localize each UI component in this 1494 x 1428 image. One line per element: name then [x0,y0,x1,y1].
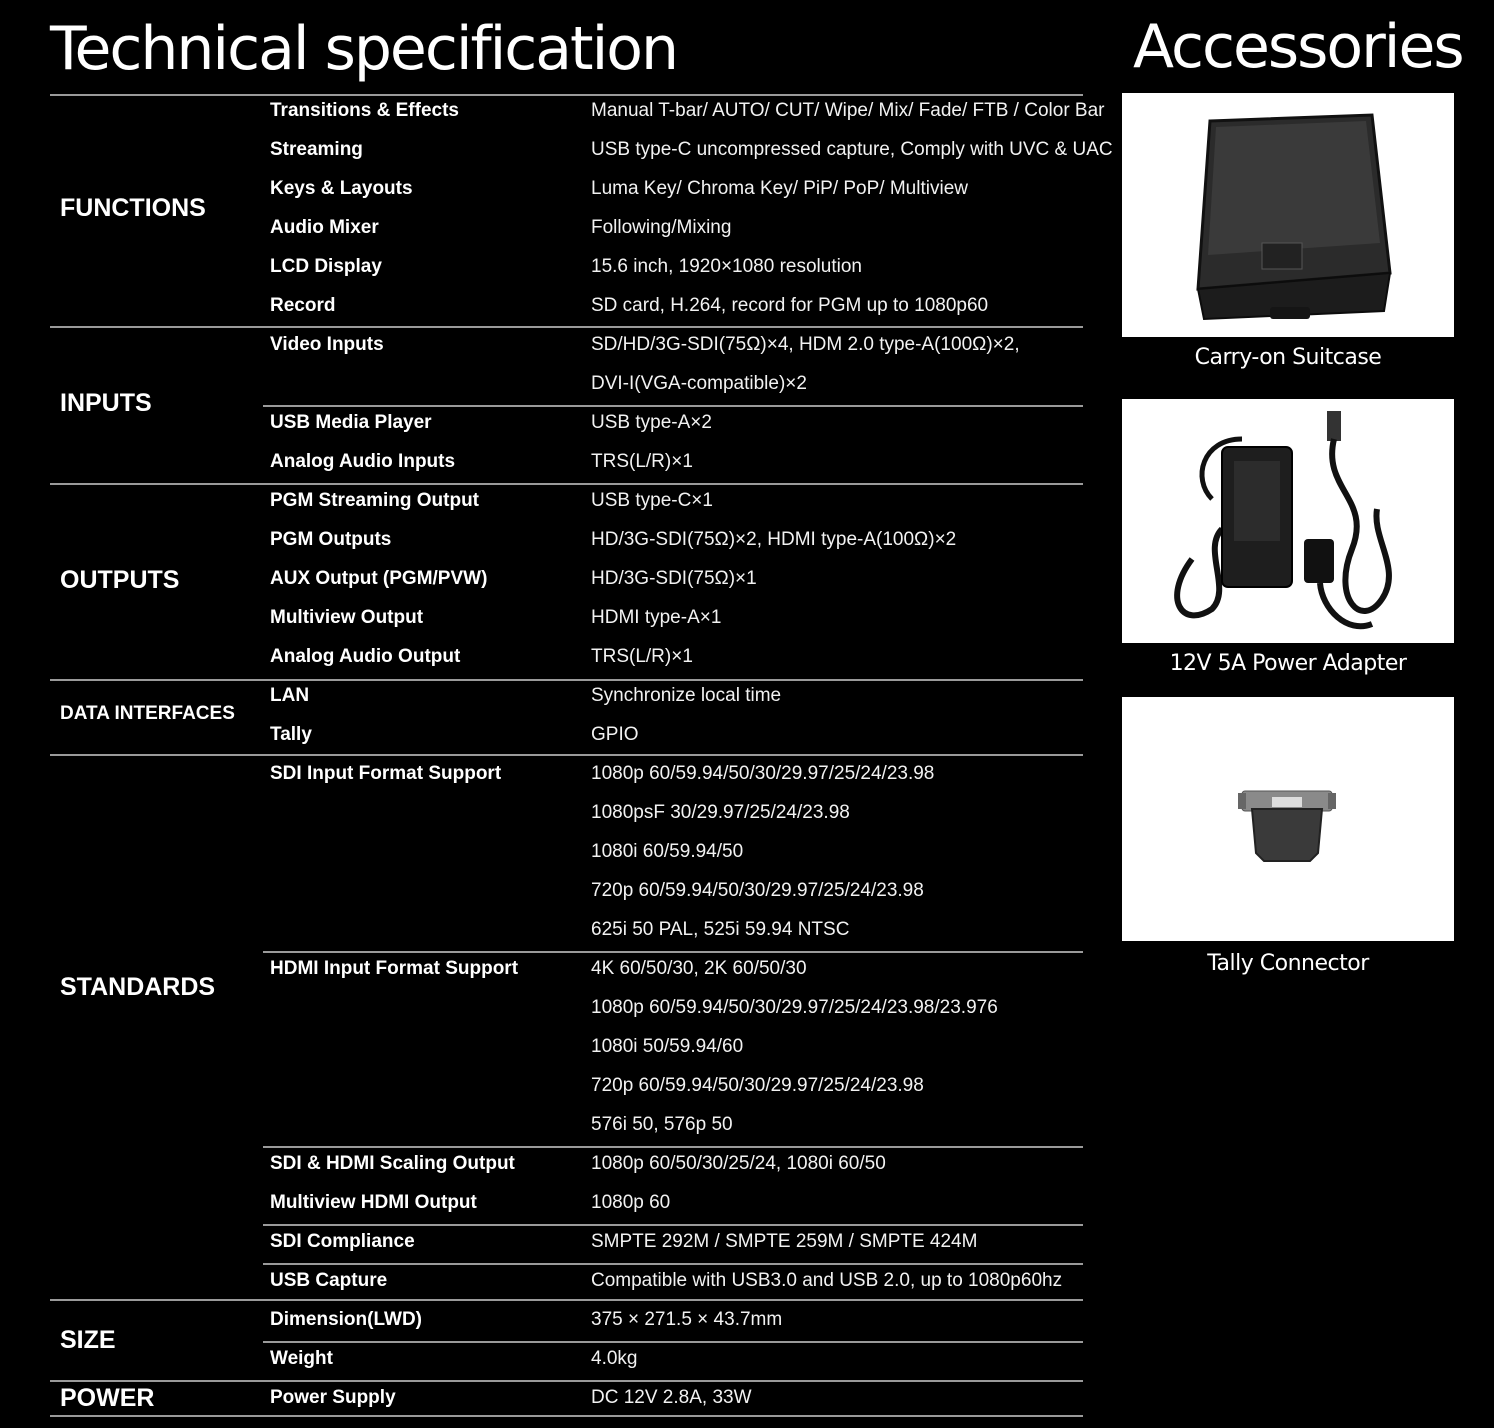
spec-label: Dimension(LWD) [270,1309,422,1330]
spec-label: Audio Mixer [270,217,379,238]
spec-value: Synchronize local time [591,685,782,706]
section-label-outputs: OUTPUTS [60,566,180,594]
spec-value: DVI-I(VGA-compatible)×2 [591,373,807,394]
spec-value: 720p 60/59.94/50/30/29.97/25/24/23.98 [591,1075,924,1096]
spec-value: USB type-A×2 [591,412,712,433]
spec-value: TRS(L/R)×1 [591,646,693,667]
section-divider [50,94,1083,96]
spec-label: USB Capture [270,1270,388,1291]
row-divider [263,405,1083,407]
section-label-functions: FUNCTIONS [60,194,206,222]
spec-value: HD/3G-SDI(75Ω)×2, HDMI type-A(100Ω)×2 [591,529,957,550]
accessory-caption-suitcase: Carry-on Suitcase [1194,345,1382,370]
spec-value: 1080i 60/59.94/50 [591,841,744,862]
spec-label: Multiview Output [270,607,424,628]
section-label-power: POWER [60,1384,155,1412]
spec-value: 1080p 60/50/30/25/24, 1080i 60/50 [591,1153,886,1174]
spec-label: SDI Input Format Support [270,763,502,784]
row-divider [263,1263,1083,1265]
spec-value: 1080p 60 [591,1192,671,1213]
section-divider [50,326,1083,328]
spec-label: USB Media Player [270,412,432,433]
spec-value: 375 × 271.5 × 43.7mm [591,1309,783,1330]
spec-value: SD/HD/3G-SDI(75Ω)×4, HDM 2.0 type-A(100Ω)×2, [591,334,1020,355]
spec-label: Keys & Layouts [270,178,413,199]
spec-value: 1080psF 30/29.97/25/24/23.98 [591,802,850,823]
section-label-size: SIZE [60,1326,116,1354]
section-divider [50,1415,1083,1417]
spec-value: USB type-C uncompressed capture, Comply with UVC & UAC [591,139,1113,160]
section-divider [50,754,1083,756]
spec-label: AUX Output (PGM/PVW) [270,568,488,589]
section-divider [50,1380,1083,1382]
spec-value: Manual T-bar/ AUTO/ CUT/ Wipe/ Mix/ Fade/ FTB / Color Bar [591,100,1105,121]
row-divider [263,951,1083,953]
section-label-standards: STANDARDS [60,973,216,1001]
power-adapter-icon [1122,399,1454,643]
spec-value: Compatible with USB3.0 and USB 2.0, up to 1080p60hz [591,1270,1063,1291]
section-label-data-interfaces: DATA INTERFACES [60,703,235,724]
spec-label: SDI & HDMI Scaling Output [270,1153,515,1174]
section-label-inputs: INPUTS [60,389,152,417]
section-divider [50,1299,1083,1301]
tally-connector-icon [1122,697,1454,941]
spec-value: 4K 60/50/30, 2K 60/50/30 [591,958,807,979]
spec-value: 576i 50, 576p 50 [591,1114,733,1135]
spec-value: HDMI type-A×1 [591,607,722,628]
accessories-title: Accessories [1133,12,1463,82]
spec-label: LCD Display [270,256,382,277]
row-divider [263,1224,1083,1226]
spec-value: 625i 50 PAL, 525i 59.94 NTSC [591,919,850,940]
spec-value: HD/3G-SDI(75Ω)×1 [591,568,757,589]
spec-label: PGM Streaming Output [270,490,479,511]
spec-value: TRS(L/R)×1 [591,451,693,472]
spec-label: PGM Outputs [270,529,392,550]
spec-value: Luma Key/ Chroma Key/ PiP/ PoP/ Multiview [591,178,968,199]
spec-label: Analog Audio Output [270,646,461,667]
spec-value: SD card, H.264, record for PGM up to 1080p60 [591,295,989,316]
suitcase-image [1122,93,1454,337]
spec-label: Tally [270,724,312,745]
spec-value: 720p 60/59.94/50/30/29.97/25/24/23.98 [591,880,924,901]
spec-value: 1080p 60/59.94/50/30/29.97/25/24/23.98 [591,763,935,784]
row-divider [263,1146,1083,1148]
spec-value: 15.6 inch, 1920×1080 resolution [591,256,862,277]
row-divider [263,1341,1083,1343]
spec-title: Technical specification [50,14,677,84]
spec-value: Following/Mixing [591,217,732,238]
accessory-caption-power-adapter: 12V 5A Power Adapter [1169,651,1407,676]
spec-value: GPIO [591,724,639,745]
spec-label: Analog Audio Inputs [270,451,456,472]
spec-value: SMPTE 292M / SMPTE 259M / SMPTE 424M [591,1231,978,1252]
spec-value: USB type-C×1 [591,490,713,511]
power-adapter-image [1122,399,1454,643]
spec-label: HDMI Input Format Support [270,958,519,979]
spec-value: DC 12V 2.8A, 33W [591,1387,752,1408]
spec-label: Power Supply [270,1387,396,1408]
spec-value: 1080p 60/59.94/50/30/29.97/25/24/23.98/23.976 [591,997,998,1018]
spec-label: LAN [270,685,310,706]
section-divider [50,483,1083,485]
spec-label: Transitions & Effects [270,100,459,121]
spec-value: 4.0kg [591,1348,638,1369]
spec-value: 1080i 50/59.94/60 [591,1036,744,1057]
tally-connector-image [1122,697,1454,941]
spec-label: Streaming [270,139,363,160]
accessory-caption-tally-connector: Tally Connector [1207,951,1369,976]
spec-label: Weight [270,1348,333,1369]
spec-label: Multiview HDMI Output [270,1192,477,1213]
spec-label: Video Inputs [270,334,384,355]
section-divider [50,679,1083,681]
spec-label: SDI Compliance [270,1231,415,1252]
spec-label: Record [270,295,336,316]
suitcase-icon [1122,93,1454,337]
